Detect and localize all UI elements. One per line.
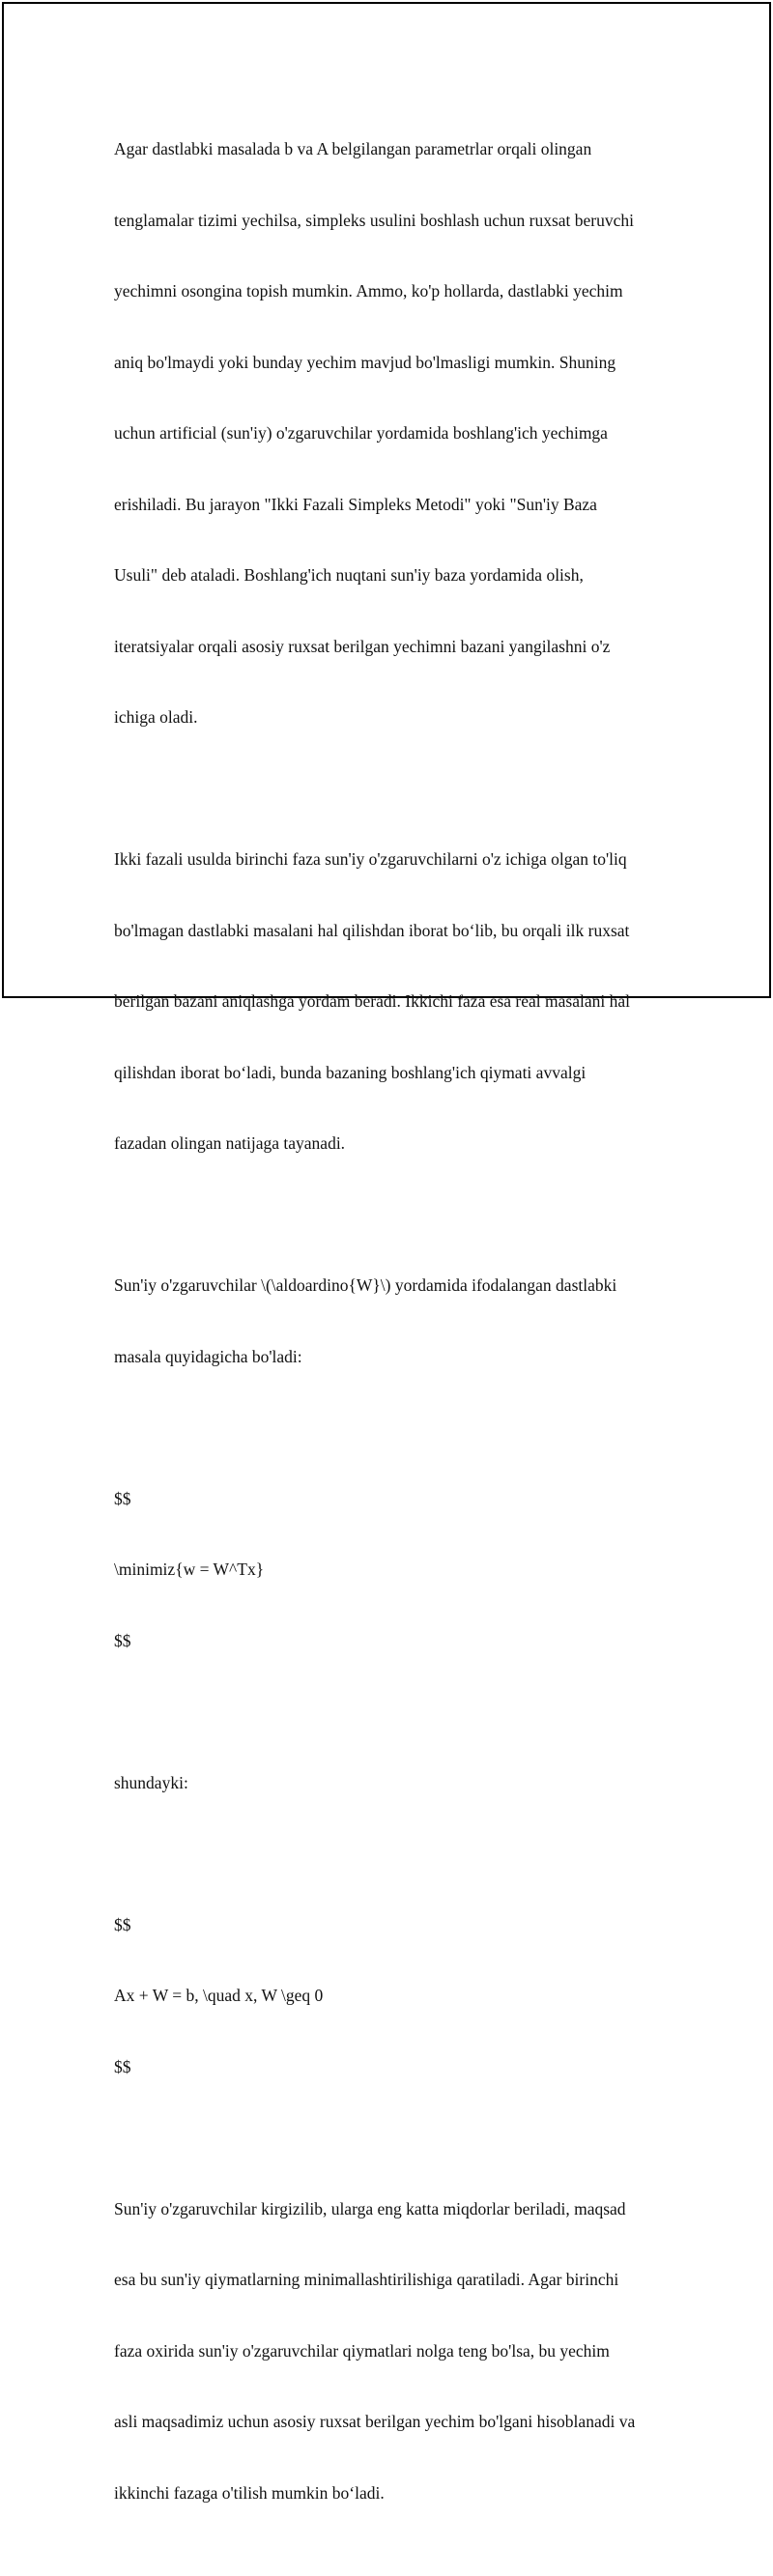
- text-line: qilishdan iborat bo‘ladi, bunda bazaning boshlang'ich qiymati avvalgi: [114, 1062, 587, 1082]
- text-line: Agar dastlabki masalada b va A belgilangan parametrlar orqali olingan: [114, 139, 592, 158]
- text-line: Sun'iy o'zgaruvchilar kirgizilib, ularga eng katta miqdorlar beriladi, maqsad: [114, 2198, 626, 2218]
- text-line: iteratsiyalar orqali asosiy ruxsat berilgan yechimni bazani yangilashni o'z: [114, 636, 611, 656]
- text-line: bo'lmagan dastlabki masalani hal qilishdan iborat bo‘lib, bu orqali ilk ruxsat: [114, 920, 630, 940]
- document-body: [114, 90, 674, 2576]
- text-line: uchun artificial (sun'iy) o'zgaruvchilar yordamida boshlang'ich yechimga: [114, 423, 608, 443]
- paragraph-artificial-vars: [114, 1226, 674, 1416]
- paragraph-conclusion: [114, 2150, 674, 2553]
- math-delimiter: $$: [114, 2056, 131, 2076]
- text-line: ichiga oladi.: [114, 707, 198, 727]
- math-block-constraints: [114, 1866, 674, 2127]
- paragraph-two-phase: [114, 800, 674, 1203]
- text-line: fazadan olingan natijaga tayanadi.: [114, 1133, 346, 1153]
- paragraph-subject-to: [114, 1724, 674, 1843]
- text-line: Sun'iy o'zgaruvchilar \(\aldoardino{W}\) yordamida ifodalangan dastlabki: [114, 1275, 617, 1295]
- text-line: tenglamalar tizimi yechilsa, simpleks usulini boshlash uchun ruxsat beruvchi: [114, 210, 635, 230]
- text-line: masala quyidagicha bo'ladi:: [114, 1346, 302, 1366]
- text-line: berilgan bazani aniqlashga yordam beradi. Ikkichi faza esa real masalani hal: [114, 991, 630, 1011]
- paragraph-intro: [114, 90, 674, 777]
- math-delimiter: $$: [114, 1630, 131, 1650]
- math-expression: \minimiz{w = W^Tx}: [114, 1560, 265, 1579]
- text-line: yechimni osongina topish mumkin. Ammo, ko'p hollarda, dastlabki yechim: [114, 281, 623, 301]
- text-line: erishiladi. Bu jarayon "Ikki Fazali Simpleks Metodi" yoki "Sun'iy Baza: [114, 494, 597, 514]
- text-line: aniq bo'lmaydi yoki bunday yechim mavjud bo'lmasligi mumkin. Shuning: [114, 352, 616, 372]
- math-expression: Ax + W = b, \quad x, W \geq 0: [114, 1986, 324, 2005]
- text-line: Ikki fazali usulda birinchi faza sun'iy o'zgaruvchilarni o'z ichiga olgan to'liq: [114, 849, 627, 869]
- text-line: faza oxirida sun'iy o'zgaruvchilar qiymatlari nolga teng bo'lsa, bu yechim: [114, 2340, 610, 2361]
- math-block-objective: [114, 1440, 674, 1701]
- text-line: Usuli" deb ataladi. Boshlang'ich nuqtani sun'iy baza yordamida olish,: [114, 565, 584, 585]
- text-line: esa bu sun'iy qiymatlarning minimallashtirilishiga qaratiladi. Agar birinchi: [114, 2270, 619, 2289]
- text-line: ikkinchi fazaga o'tilish mumkin bo‘ladi.: [114, 2482, 385, 2503]
- math-delimiter: $$: [114, 1488, 131, 1508]
- text-line: shundayki:: [114, 1772, 188, 1792]
- text-line: asli maqsadimiz uchun asosiy ruxsat berilgan yechim bo'lgani hisoblanadi va: [114, 2412, 636, 2431]
- math-delimiter: $$: [114, 1914, 131, 1934]
